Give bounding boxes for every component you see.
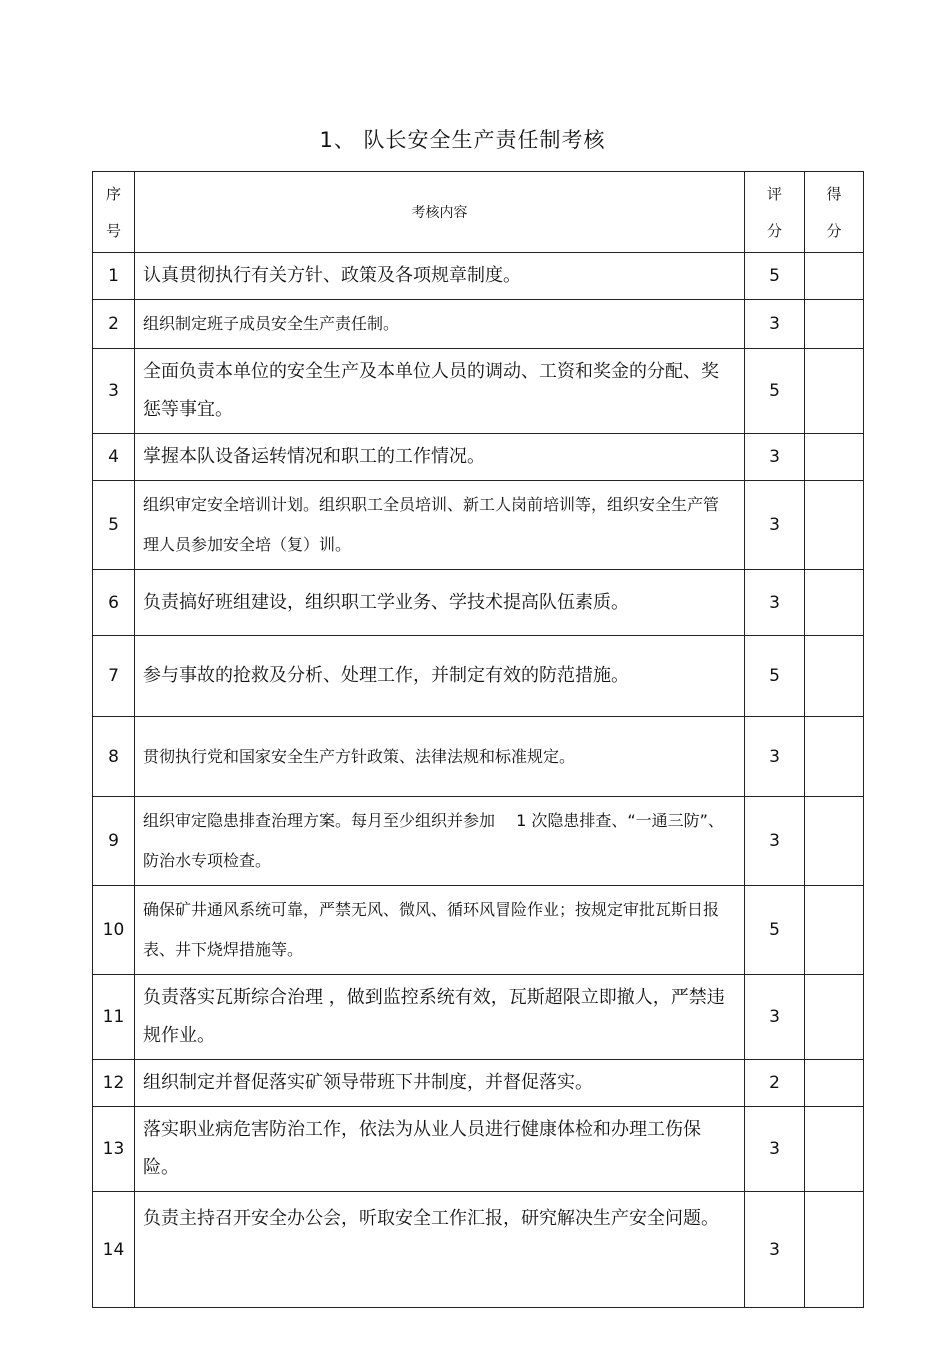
row-score-cell[interactable] [805,253,864,300]
row-content: 参与事故的抢救及分析、处理工作，并制定有效的防范措施。 [135,636,745,717]
row-content: 落实职业病危害防治工作，依法为从业人员进行健康体检和办理工伤保险。 [135,1107,745,1192]
table-row [93,570,864,636]
row-number: 9 [93,797,135,886]
header-score-line2: 分 [826,222,842,240]
table-row [93,717,864,797]
row-points: 3 [745,300,805,349]
row-content: 全面负责本单位的安全生产及本单位人员的调动、工资和奖金的分配、奖惩等事宜。 [135,349,745,434]
header-no-line1: 序 [105,185,121,203]
table-row [93,1107,864,1192]
table-row [93,886,864,975]
row-score-cell[interactable] [805,886,864,975]
row-number: 6 [93,570,135,636]
row-points: 3 [745,1107,805,1192]
header-row [93,172,864,253]
row-score-cell[interactable] [805,717,864,797]
row-points: 5 [745,636,805,717]
row-number: 5 [93,481,135,570]
row-content: 贯彻执行党和国家安全生产方针政策、法律法规和标准规定。 [135,717,745,797]
row-content: 掌握本队设备运转情况和职工的工作情况。 [135,434,745,481]
row-score-cell[interactable] [805,349,864,434]
row-content: 组织制定班子成员安全生产责任制。 [135,300,745,349]
row-number: 7 [93,636,135,717]
row-points: 5 [745,886,805,975]
row-content: 组织制定并督促落实矿领导带班下井制度，并督促落实。 [135,1060,745,1107]
row-points: 5 [745,349,805,434]
row-content: 负责主持召开安全办公会，听取安全工作汇报，研究解决生产安全问题。 [135,1192,745,1308]
row-score-cell[interactable] [805,797,864,886]
row-content: 负责落实瓦斯综合治理 ，做到监控系统有效，瓦斯超限立即撤人，严禁违规作业。 [135,975,745,1060]
table-row [93,797,864,886]
table-row [93,1060,864,1107]
header-points-line1: 评 [766,185,782,203]
header-score [805,172,864,253]
row-number: 13 [93,1107,135,1192]
row-number: 11 [93,975,135,1060]
header-points-line2: 分 [766,222,782,240]
table-row [93,253,864,300]
row-score-cell[interactable] [805,570,864,636]
row-points: 3 [745,1192,805,1308]
row-content: 负责搞好班组建设，组织职工学业务、学技术提高队伍素质。 [135,570,745,636]
row-points: 2 [745,1060,805,1107]
row-points: 3 [745,434,805,481]
row-score-cell[interactable] [805,481,864,570]
row-number: 12 [93,1060,135,1107]
header-no-line2: 号 [105,222,121,240]
row-content: 确保矿井通风系统可靠，严禁无风、微风、循环风冒险作业；按规定审批瓦斯日报表、井下烧焊措施等。 [135,886,745,975]
row-number: 4 [93,434,135,481]
header-score-line1: 得 [826,185,842,203]
header-no [93,172,135,253]
row-number: 3 [93,349,135,434]
table-row [93,636,864,717]
row-score-cell[interactable] [805,975,864,1060]
row-score-cell[interactable] [805,636,864,717]
table-row [93,434,864,481]
header-content: 考核内容 [135,172,745,253]
row-score-cell[interactable] [805,1060,864,1107]
row-content: 认真贯彻执行有关方针、政策及各项规章制度。 [135,253,745,300]
table-row [93,300,864,349]
row-content: 组织审定安全培训计划。组织职工全员培训、新工人岗前培训等，组织安全生产管理人员参加安全培（复）训。 [135,481,745,570]
table-row [93,1192,864,1308]
row-number: 14 [93,1192,135,1308]
row-number: 10 [93,886,135,975]
row-number: 2 [93,300,135,349]
row-number: 8 [93,717,135,797]
row-points: 3 [745,797,805,886]
assessment-table [92,171,864,1308]
row-score-cell[interactable] [805,300,864,349]
row-points: 3 [745,717,805,797]
row-score-cell[interactable] [805,1107,864,1192]
row-points: 3 [745,481,805,570]
table-row [93,349,864,434]
row-content: 组织审定隐患排查治理方案。每月至少组织并参加 1 次隐患排查、“一通三防”、防治水专项检查。 [135,797,745,886]
row-points: 3 [745,570,805,636]
row-score-cell[interactable] [805,1192,864,1308]
header-points [745,172,805,253]
table-row [93,481,864,570]
row-points: 5 [745,253,805,300]
table-row [93,975,864,1060]
page-title: 1、 队长安全生产责任制考核 [319,128,606,152]
row-score-cell[interactable] [805,434,864,481]
row-number: 1 [93,253,135,300]
row-points: 3 [745,975,805,1060]
